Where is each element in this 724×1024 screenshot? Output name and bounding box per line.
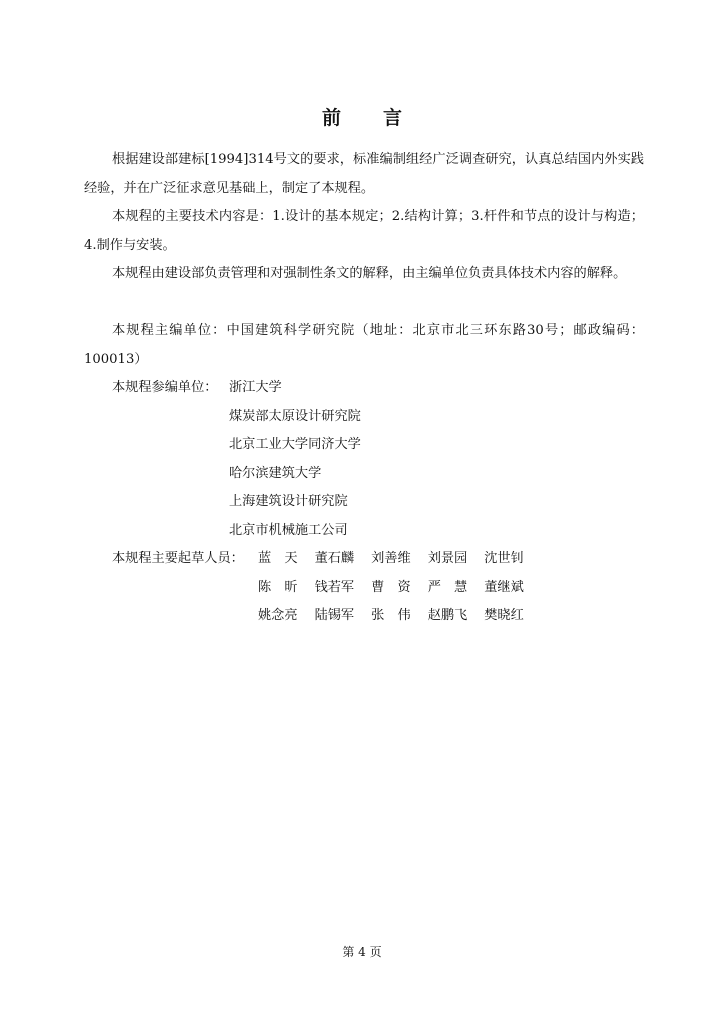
title-char-1: 前 <box>321 107 341 129</box>
drafter-name: 陈 昕 <box>258 579 298 595</box>
drafters-row-2 <box>258 574 541 603</box>
paragraph-main-content: 本规程的主要技术内容是：1.设计的基本规定；2.结构计算；3.杆件和节点的设计与构造；4.制作与安装。 <box>84 209 644 253</box>
drafters-row-3 <box>258 602 541 631</box>
participating-unit: 浙江大学 <box>229 380 282 395</box>
drafter-name: 钱若军 <box>314 579 355 595</box>
drafter-name: 严 慧 <box>427 579 468 595</box>
participating-unit: 哈尔滨建筑大学 <box>229 465 322 481</box>
drafter-name: 曹 资 <box>371 579 411 595</box>
drafter-name: 蓝 天 <box>258 551 298 566</box>
drafter-name: 刘景园 <box>427 551 468 566</box>
drafters-label: 本规程主要起草人员： <box>112 551 244 566</box>
participating-units-label: 本规程参编单位： <box>112 380 218 395</box>
drafter-name: 陆锡军 <box>314 608 355 623</box>
participating-unit: 北京工业大学同济大学 <box>229 437 361 452</box>
page-title <box>0 103 724 130</box>
drafters-row-1 <box>258 545 541 574</box>
page-number: 第 4 页 <box>342 945 382 959</box>
drafter-name: 沈世钊 <box>484 551 524 566</box>
participating-unit: 煤炭部太原设计研究院 <box>229 408 361 424</box>
drafter-name: 董石麟 <box>314 551 355 566</box>
drafter-name: 赵鹏飞 <box>427 608 468 623</box>
participating-unit: 北京市机械施工公司 <box>229 522 348 538</box>
paragraph-management: 本规程由建设部负责管理和对强制性条文的解释，由主编单位负责具体技术内容的解释。 <box>112 266 627 281</box>
drafter-name: 樊晓红 <box>484 608 524 623</box>
paragraph-chief-editor: 本规程主编单位：中国建筑科学研究院（地址：北京市北三环东路30号；邮政编码：100013） <box>84 323 644 367</box>
participating-unit: 上海建筑设计研究院 <box>229 494 348 509</box>
drafter-name: 张 伟 <box>371 608 411 623</box>
drafter-name: 刘善维 <box>371 551 411 566</box>
paragraph-basis: 根据建设部建标[1994]314号文的要求，标准编制组经广泛调查研究，认真总结国内外实践经验，并在广泛征求意见基础上，制定了本规程。 <box>84 152 644 196</box>
drafter-name: 姚念亮 <box>258 608 298 623</box>
title-char-2: 言 <box>383 107 403 129</box>
drafter-name: 董继斌 <box>484 579 524 595</box>
